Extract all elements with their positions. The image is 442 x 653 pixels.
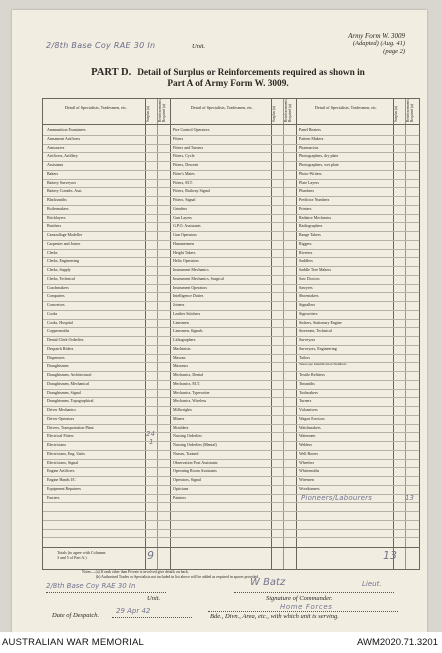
table-row-label: Mechanics, Wireless	[173, 398, 207, 404]
table-row-label: Draughtsmen	[47, 363, 69, 369]
table-row-label: Predictor Numbers	[299, 197, 330, 202]
table-row-label: Draughtsmen, Architectural	[47, 372, 92, 377]
table-row-label: Wiremen	[299, 477, 314, 482]
bde-line	[208, 611, 398, 612]
table-row-label: Radiographers	[299, 223, 323, 229]
totals-rule	[43, 547, 419, 548]
table-row-label: Riveters	[299, 249, 313, 255]
table-row-label: Dispensers	[47, 354, 65, 360]
table-row-label: Radiator Mechanics	[299, 214, 332, 220]
date-label: Date of Despatch.	[52, 612, 100, 619]
table-row-label: Wheelers	[299, 459, 315, 465]
table-row-label: Saw Doctors	[299, 275, 320, 281]
table-row-label: Electricians	[47, 442, 66, 447]
table-row-label: Watermen	[299, 433, 316, 439]
table-row-label: Lithographers	[173, 337, 196, 342]
table-row-label: Electricians, Eng. Units	[47, 450, 85, 456]
table-row-label: Engine Hands I/C	[47, 477, 76, 482]
table-row-label: Engine Artificers	[47, 468, 75, 474]
table-row-label: Camouflage Modeller	[47, 232, 83, 237]
table-row-label: Riggers	[299, 240, 312, 246]
extra-row-reinf-entry: 13	[405, 494, 414, 502]
table-row-label: G.P.O. Assistants	[173, 223, 201, 229]
table-row-label: Millwrights	[173, 407, 192, 412]
table-row-label: Fire Control Operators	[173, 127, 210, 132]
archive-footer	[0, 632, 442, 653]
surplus-header-1: Surplus (a)	[146, 106, 150, 122]
table-row-label: Driver Operators	[47, 415, 75, 421]
table-row-label: Equipment Repairers	[47, 485, 81, 491]
table-row-label: Instrument Mechanics, Surgical	[173, 275, 224, 281]
row-rule	[43, 511, 419, 512]
table-row-label: Carpenter and Joiner	[47, 240, 81, 246]
part-label: PART D.	[91, 67, 132, 78]
reinf-header-1: Reinforcements Required (a)	[158, 99, 166, 122]
table-row-label: Shoemakers	[299, 293, 319, 299]
table-row-label: Instrument Operators	[173, 284, 208, 290]
table-row-label: Welders	[299, 442, 313, 447]
table-row-label: Well Borers	[299, 450, 319, 456]
notes	[82, 570, 259, 580]
table-row-label: Helio Operators	[173, 258, 199, 264]
table-row-label: Coppersmiths	[47, 328, 70, 334]
nursing-mental-surplus-entry: 1	[149, 438, 154, 446]
table-row-label: Watchmakers	[299, 424, 321, 430]
bde-label: Bde., Divn., Area, etc., with which unit is serving.	[210, 613, 339, 620]
table-row-label: Printers	[299, 205, 312, 211]
reinf-header-2: Reinforcements Required (a)	[284, 99, 292, 122]
table-row-label: Clerks, Technical	[47, 275, 75, 281]
table-row-label: Cooks	[47, 310, 58, 316]
unit-handwritten: 2/8th Base Coy RAE 30 In	[46, 41, 156, 50]
table-row-label: Woodturners	[299, 485, 320, 491]
table-row-label: Battery Comdrs. Asst.	[47, 188, 83, 194]
form-ref-line: (Adapted) (Aug. 41)	[352, 40, 405, 47]
form-ref-line: Army Form W. 3009	[348, 32, 405, 40]
table-row-label: Saddlers	[299, 258, 313, 264]
table-row-label: Panel Beaters	[299, 127, 321, 132]
surplus-header-2: Surplus (a)	[272, 106, 276, 122]
table-row-label: Surveyors	[299, 337, 316, 342]
table-row-label: Fitters	[173, 135, 184, 141]
row-rule	[43, 520, 419, 521]
col-header-2: Detail of Specialists, Tradesmen, etc.	[190, 105, 254, 110]
table-row-label: Fitter's Mates	[173, 170, 195, 176]
formation-entry: Home Forces	[280, 603, 333, 611]
table-row-label: Cooks, Hospital	[47, 319, 73, 325]
table-row-label: Surveyors, Engineering	[299, 345, 337, 351]
note-b: (b) Authorised Trades or Specialists not included in list above will be added as required in spaces provided.	[96, 575, 260, 579]
header-rule	[43, 124, 419, 125]
table-row-label: Draughtsmen, Topographical	[47, 398, 94, 404]
table-row-label: Ammunition Examiners	[47, 127, 86, 132]
table-row-label: Miners	[173, 415, 185, 421]
form-reference	[348, 32, 405, 56]
unit-hand-bottom: 2/8th Base Coy RAE 30 In	[46, 582, 136, 590]
table-row-label: Joiners	[173, 302, 185, 307]
table-row-label: Boilermakers	[47, 205, 69, 211]
date-entry: 29 Apr 42	[116, 607, 151, 615]
table-row-label: Grinders	[173, 205, 187, 211]
table-row-label: Electrical Fitters	[47, 433, 74, 439]
col-header-3: Detail of Specialists, Tradesmen, etc.	[314, 105, 378, 110]
table-row-label: Bakers	[47, 170, 59, 176]
row-rule	[43, 529, 419, 530]
row-rule	[43, 537, 419, 538]
specialists-table	[42, 98, 420, 570]
totals-label	[57, 550, 105, 560]
signature-label: Signature of Commander.	[266, 595, 333, 602]
table-row-label: Linesmen	[173, 319, 189, 325]
total-surplus-entry: 9	[147, 549, 154, 562]
table-row-label: Driver Mechanics	[47, 407, 76, 412]
table-row-label: Draughtsmen, Signal	[47, 389, 81, 395]
table-row-label: Mechanics, Dental	[173, 372, 203, 377]
table-row-label: Despatch Riders	[47, 345, 74, 351]
extra-row-label-entry: Pioneers/Labourers	[301, 494, 373, 502]
table-row-label: Battery Surveyors	[47, 179, 76, 185]
table-row-label: Dental Clerk Orderlies	[47, 337, 84, 342]
total-reinf-entry: 13	[383, 549, 397, 562]
title-line-2: Part A of Army Form W. 3009.	[167, 79, 289, 89]
archive-id: AWM2020.71.3201	[357, 637, 438, 648]
table-row-label: Toolmakers	[299, 389, 318, 395]
table-row-label: Electricians, Signal	[47, 459, 79, 465]
table-row-label: Gun Layers	[173, 214, 192, 220]
table-row-label: Armourers	[47, 144, 65, 150]
table-row-label: Nursing Orderlies (Mental)	[173, 442, 217, 447]
signature-line	[234, 592, 394, 593]
table-row-label: Pattern Makers	[299, 135, 324, 141]
table-row-label: Vulcanisers	[299, 407, 318, 412]
row-rule	[43, 502, 419, 503]
table-row-label: Operators, Signal	[173, 477, 201, 482]
table-row-label: Textile Refitters	[299, 372, 325, 377]
table-row-label: Moulders	[173, 424, 189, 430]
commander-rank: Lieut.	[362, 580, 382, 588]
table-row-label: Masons	[173, 354, 186, 360]
table-row-label: Concretors	[47, 302, 65, 307]
table-row-label: Intelligence Duties	[173, 293, 204, 299]
table-row-label: Artificers, Artillery	[47, 153, 78, 159]
table-row-label: Signwriters	[299, 310, 318, 316]
table-row-label: Leather Stitchers	[173, 310, 201, 316]
table-row-label: Height Takers	[173, 249, 196, 255]
table-row-label: Linesmen, Signals	[173, 328, 203, 334]
table-row-label: Mechanics, M.T.	[173, 380, 201, 386]
table-row-label: Butchers	[47, 223, 62, 229]
title-line-1: Detail of Surplus or Reinforcements required as shown in	[137, 68, 365, 78]
form-ref-line: (page 2)	[383, 48, 405, 55]
table-row-label: Assistants	[47, 162, 64, 167]
table-row-label: Coachmakers	[47, 284, 69, 290]
table-row-label: Bricklayers	[47, 214, 66, 220]
table-row-label: Nurses, Trained	[173, 450, 199, 456]
table-row-label: Whitesmiths	[299, 468, 320, 474]
table-row-label: Instrument Mechanics	[173, 267, 209, 272]
table-row-label: Fitters, M.T.	[173, 179, 193, 185]
page-title	[52, 67, 404, 90]
table-row-label: Stokers, Stationary Engine	[299, 319, 342, 325]
table-row-label: Machinists	[173, 345, 191, 351]
table-row-label: Tinsmiths	[299, 380, 315, 386]
table-row-label: Clerks, Supply	[47, 267, 71, 272]
table-row-label: Fitters, Railway Signal	[173, 188, 210, 194]
table-row-label: Sawyers	[299, 284, 313, 290]
table-row-label: Fitters and Turners	[173, 144, 204, 150]
totals-label-line: 3 and 5 of Part A.)	[57, 555, 87, 560]
totals-label-line: Totals (to agree with Columns	[57, 550, 106, 555]
table-row-label: Hammermen	[173, 240, 194, 246]
table-row-label: Photographers, dry plate	[299, 153, 339, 159]
table-row-label: Fitters, Descent	[173, 162, 199, 167]
unit-label: Unit.	[192, 43, 206, 50]
col-header-1: Detail of Specialists, Tradesmen, etc.	[64, 105, 128, 110]
reinf-header-3: Reinforcements Required (a)	[406, 99, 414, 122]
table-row-label: Range Takers	[299, 232, 321, 237]
note-a: Notes.—(a) If rank other than Private is involved give details on back.	[82, 570, 189, 574]
table-row-label: Operating Room Assistants	[173, 468, 217, 474]
table-row-label: Fitters, Cycle	[173, 153, 195, 159]
table-row-label: Clerks	[47, 249, 58, 255]
table-row-label: Opticians	[173, 485, 189, 491]
table-row-label: Pharmacists	[299, 144, 319, 150]
table-row-label: Armament Artificers	[47, 135, 81, 141]
table-row-label: Wagon Erectors	[299, 415, 325, 421]
table-row-label: Farriers	[47, 494, 60, 500]
table-row-label: Observation Post Assistants	[173, 459, 218, 465]
table-row-label: Plate Layers	[299, 179, 319, 185]
table-row-label: Signallers	[299, 302, 315, 307]
table-row-label: Photographers, wet plate	[299, 162, 339, 167]
table-row-label: Plumbers	[299, 188, 315, 194]
table-row-label: Blacksmiths	[47, 197, 67, 202]
unit-line	[46, 592, 166, 593]
form-page	[12, 10, 427, 632]
table-row-label: Telescope Identification Numbers	[299, 362, 347, 367]
table-row-label: Clerks, Engineering	[47, 258, 79, 264]
table-row-label: Drivers, Transportation Plant	[47, 424, 94, 430]
table-row-label: Photo-Writers	[299, 170, 322, 176]
table-row-label: Gun Operators	[173, 232, 197, 237]
date-line	[112, 617, 192, 618]
table-row-label: Turners	[299, 398, 312, 404]
table-row-label: Storemen, Technical	[299, 328, 332, 334]
unit-label-bottom: Unit.	[147, 595, 161, 602]
table-row-label: Mechanics, Typewriter	[173, 389, 210, 395]
table-row-label: Fitters, Signal	[173, 197, 196, 202]
commander-signature: W Batz	[250, 577, 286, 588]
table-row-label: Draughtsmen, Mechanical	[47, 380, 90, 386]
surplus-header-3: Surplus (a)	[394, 106, 398, 122]
table-row-label: Painters	[173, 494, 186, 500]
electricians-surplus-entry: 24	[146, 430, 155, 438]
table-row-label: Saddle Tree Makers	[299, 267, 331, 272]
archive-name: AUSTRALIAN WAR MEMORIAL	[2, 637, 145, 648]
table-row-label: Masseurs	[173, 363, 189, 369]
table-row-label: Nursing Orderlies	[173, 433, 202, 439]
table-row-label: Tailors	[299, 354, 311, 360]
table-row-label: Computers	[47, 293, 65, 299]
